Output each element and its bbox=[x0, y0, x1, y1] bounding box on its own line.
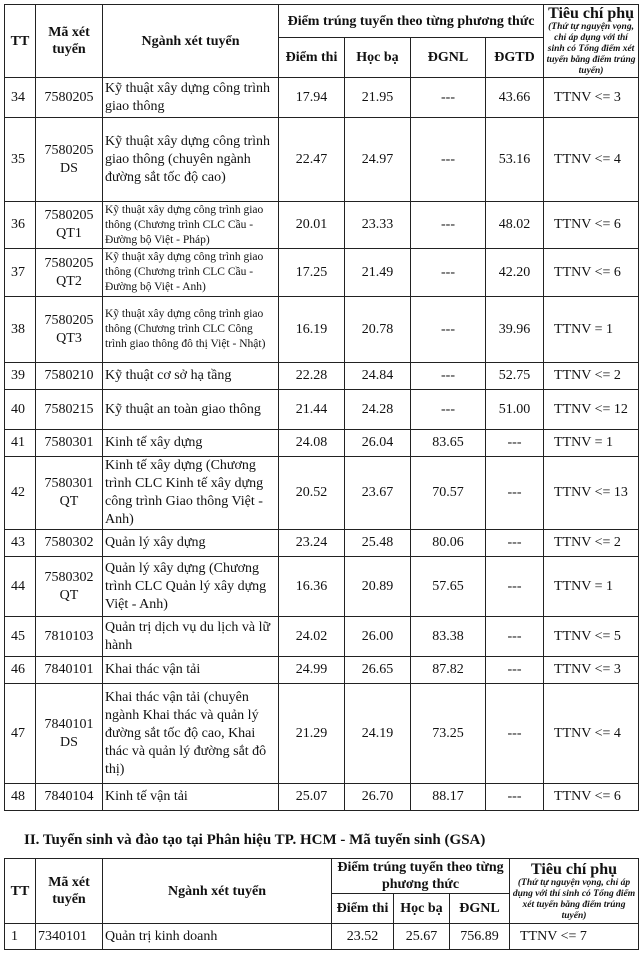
cell-exam: 23.52 bbox=[332, 924, 394, 950]
cell-major: Quản trị dịch vụ du lịch và lữ hành bbox=[103, 617, 279, 657]
header-dgtd: ĐGTD bbox=[486, 38, 544, 78]
table-row bbox=[5, 784, 639, 811]
cell-criteria: TTNV <= 3 bbox=[544, 657, 639, 684]
cell-dgtd: 42.20 bbox=[486, 249, 544, 297]
cell-dgtd: --- bbox=[486, 617, 544, 657]
table-row bbox=[5, 78, 639, 118]
cell-transcript: 26.70 bbox=[345, 784, 411, 811]
cell-tt: 41 bbox=[5, 430, 36, 457]
cell-major: Kỹ thuật cơ sở hạ tầng bbox=[103, 363, 279, 390]
cell-tt: 1 bbox=[5, 924, 36, 950]
header-tt: TT bbox=[5, 859, 36, 924]
hcm-branch-scores-table bbox=[4, 858, 639, 950]
cell-exam: 22.28 bbox=[279, 363, 345, 390]
cell-exam: 22.47 bbox=[279, 118, 345, 202]
cell-code: 7580205 QT2 bbox=[36, 249, 103, 297]
cell-transcript: 21.49 bbox=[345, 249, 411, 297]
cell-code: 7580205 QT1 bbox=[36, 202, 103, 249]
cell-dgnl: --- bbox=[411, 249, 486, 297]
cell-exam: 20.52 bbox=[279, 457, 345, 530]
cell-major: Kỹ thuật xây dựng công trình giao thông (Chương trình CLC Cầu - Đường bộ Việt - Anh) bbox=[103, 249, 279, 297]
cell-tt: 44 bbox=[5, 557, 36, 617]
cell-transcript: 24.28 bbox=[345, 390, 411, 430]
cell-criteria: TTNV <= 6 bbox=[544, 784, 639, 811]
cell-major: Kinh tế xây dựng bbox=[103, 430, 279, 457]
cell-tt: 47 bbox=[5, 684, 36, 784]
cell-transcript: 20.89 bbox=[345, 557, 411, 617]
cell-major: Quản lý xây dựng bbox=[103, 530, 279, 557]
cell-exam: 23.24 bbox=[279, 530, 345, 557]
table-row bbox=[5, 457, 639, 530]
cell-transcript: 24.84 bbox=[345, 363, 411, 390]
header-scores-group: Điểm trúng tuyển theo từng phương thức bbox=[332, 859, 510, 894]
header-tt: TT bbox=[5, 5, 36, 78]
cell-exam: 16.19 bbox=[279, 297, 345, 363]
cell-transcript: 20.78 bbox=[345, 297, 411, 363]
cell-transcript: 21.95 bbox=[345, 78, 411, 118]
header-major: Ngành xét tuyển bbox=[103, 859, 332, 924]
cell-transcript: 25.48 bbox=[345, 530, 411, 557]
cell-code: 7840101 DS bbox=[36, 684, 103, 784]
cell-code: 7580210 bbox=[36, 363, 103, 390]
cell-dgnl: 73.25 bbox=[411, 684, 486, 784]
cell-dgnl: --- bbox=[411, 78, 486, 118]
cell-transcript: 23.33 bbox=[345, 202, 411, 249]
header-dgnl: ĐGNL bbox=[411, 38, 486, 78]
cell-dgtd: 43.66 bbox=[486, 78, 544, 118]
cell-major: Kỹ thuật xây dựng công trình giao thông (chuyên ngành đường sắt tốc độ cao) bbox=[103, 118, 279, 202]
cell-criteria: TTNV <= 4 bbox=[544, 684, 639, 784]
cell-tt: 37 bbox=[5, 249, 36, 297]
table-row bbox=[5, 390, 639, 430]
table-row bbox=[5, 684, 639, 784]
header-exam: Điểm thi bbox=[332, 894, 394, 924]
cell-dgtd: --- bbox=[486, 430, 544, 457]
cell-tt: 38 bbox=[5, 297, 36, 363]
cell-dgnl: --- bbox=[411, 202, 486, 249]
cell-code: 7580301 QT bbox=[36, 457, 103, 530]
header-scores-group: Điểm trúng tuyển theo từng phương thức bbox=[279, 5, 544, 38]
cell-dgtd: --- bbox=[486, 530, 544, 557]
cell-major: Quản lý xây dựng (Chương trình CLC Quản lý xây dựng Việt - Anh) bbox=[103, 557, 279, 617]
header-criteria bbox=[510, 859, 639, 924]
header-transcript: Học bạ bbox=[394, 894, 450, 924]
cell-code: 7840104 bbox=[36, 784, 103, 811]
cell-dgtd: --- bbox=[486, 684, 544, 784]
cell-major: Kỹ thuật an toàn giao thông bbox=[103, 390, 279, 430]
cell-tt: 34 bbox=[5, 78, 36, 118]
cell-major: Khai thác vận tải bbox=[103, 657, 279, 684]
header-exam: Điểm thi bbox=[279, 38, 345, 78]
cell-dgnl: 83.65 bbox=[411, 430, 486, 457]
cell-dgnl: --- bbox=[411, 390, 486, 430]
cell-exam: 17.25 bbox=[279, 249, 345, 297]
table-row bbox=[5, 530, 639, 557]
cell-transcript: 24.97 bbox=[345, 118, 411, 202]
cell-criteria: TTNV <= 5 bbox=[544, 617, 639, 657]
cell-dgtd: --- bbox=[486, 657, 544, 684]
cell-criteria: TTNV = 1 bbox=[544, 557, 639, 617]
cell-dgtd: 39.96 bbox=[486, 297, 544, 363]
cell-tt: 35 bbox=[5, 118, 36, 202]
cell-tt: 40 bbox=[5, 390, 36, 430]
cell-criteria: TTNV <= 12 bbox=[544, 390, 639, 430]
cell-dgnl: 756.89 bbox=[450, 924, 510, 950]
cell-dgnl: 80.06 bbox=[411, 530, 486, 557]
cell-criteria: TTNV <= 13 bbox=[544, 457, 639, 530]
cell-exam: 24.99 bbox=[279, 657, 345, 684]
cell-dgtd: 51.00 bbox=[486, 390, 544, 430]
cell-tt: 46 bbox=[5, 657, 36, 684]
cell-exam: 25.07 bbox=[279, 784, 345, 811]
cell-transcript: 24.19 bbox=[345, 684, 411, 784]
cell-exam: 20.01 bbox=[279, 202, 345, 249]
cell-tt: 39 bbox=[5, 363, 36, 390]
criteria-title: Tiêu chí phụ bbox=[531, 860, 617, 878]
cell-code: 7580205 DS bbox=[36, 118, 103, 202]
cell-dgtd: 53.16 bbox=[486, 118, 544, 202]
cell-exam: 17.94 bbox=[279, 78, 345, 118]
cell-transcript: 26.04 bbox=[345, 430, 411, 457]
cell-code: 7810103 bbox=[36, 617, 103, 657]
cell-dgnl: 88.17 bbox=[411, 784, 486, 811]
cell-tt: 48 bbox=[5, 784, 36, 811]
cell-tt: 36 bbox=[5, 202, 36, 249]
cell-dgnl: 83.38 bbox=[411, 617, 486, 657]
cell-exam: 24.02 bbox=[279, 617, 345, 657]
cell-major: Kỹ thuật xây dựng công trình giao thông (Chương trình CLC Cầu - Đường bộ Việt - Pháp) bbox=[103, 202, 279, 249]
cell-criteria: TTNV <= 7 bbox=[510, 924, 639, 950]
table-row bbox=[5, 202, 639, 249]
cell-transcript: 25.67 bbox=[394, 924, 450, 950]
header-code: Mã xét tuyển bbox=[36, 5, 103, 78]
cell-criteria: TTNV = 1 bbox=[544, 297, 639, 363]
criteria-title: Tiêu chí phụ bbox=[548, 5, 635, 22]
cell-dgtd: --- bbox=[486, 457, 544, 530]
cell-transcript: 26.00 bbox=[345, 617, 411, 657]
cell-major: Kinh tế vận tải bbox=[103, 784, 279, 811]
header-code: Mã xét tuyển bbox=[36, 859, 103, 924]
table-row bbox=[5, 924, 639, 950]
cell-code: 7580302 bbox=[36, 530, 103, 557]
cell-exam: 21.44 bbox=[279, 390, 345, 430]
table-row bbox=[5, 617, 639, 657]
cell-major: Kỹ thuật xây dựng công trình giao thông (Chương trình CLC Công trình giao thông đô thị Việt - Nhật) bbox=[103, 297, 279, 363]
cell-dgnl: --- bbox=[411, 363, 486, 390]
header-transcript: Học bạ bbox=[345, 38, 411, 78]
cell-dgnl: 70.57 bbox=[411, 457, 486, 530]
cell-code: 7580205 QT3 bbox=[36, 297, 103, 363]
cell-dgnl: --- bbox=[411, 297, 486, 363]
section-2-title: II. Tuyển sinh và đào tạo tại Phân hiệu TP. HCM - Mã tuyển sinh (GSA) bbox=[24, 832, 486, 848]
cell-transcript: 26.65 bbox=[345, 657, 411, 684]
cell-criteria: TTNV <= 6 bbox=[544, 202, 639, 249]
cell-code: 7340101 bbox=[36, 924, 103, 950]
cell-dgtd: --- bbox=[486, 557, 544, 617]
cell-code: 7580205 bbox=[36, 78, 103, 118]
table-row bbox=[5, 363, 639, 390]
cell-exam: 21.29 bbox=[279, 684, 345, 784]
cell-criteria: TTNV <= 2 bbox=[544, 530, 639, 557]
cell-transcript: 23.67 bbox=[345, 457, 411, 530]
cell-criteria: TTNV <= 3 bbox=[544, 78, 639, 118]
cell-code: 7840101 bbox=[36, 657, 103, 684]
cell-major: Kinh tế xây dựng (Chương trình CLC Kinh tế xây dựng công trình Giao thông Việt - Anh) bbox=[103, 457, 279, 530]
cell-dgnl: --- bbox=[411, 118, 486, 202]
criteria-note: (Thứ tự nguyện vọng, chỉ áp dụng với thí sinh có Tổng điểm xét tuyển bằng điểm trúng tuyển) bbox=[512, 877, 636, 921]
header-major: Ngành xét tuyển bbox=[103, 5, 279, 78]
cell-code: 7580301 bbox=[36, 430, 103, 457]
cell-criteria: TTNV <= 2 bbox=[544, 363, 639, 390]
cell-code: 7580302 QT bbox=[36, 557, 103, 617]
admission-scores-table bbox=[4, 4, 639, 811]
table-row bbox=[5, 557, 639, 617]
cell-tt: 42 bbox=[5, 457, 36, 530]
cell-dgtd: --- bbox=[486, 784, 544, 811]
cell-dgnl: 57.65 bbox=[411, 557, 486, 617]
cell-dgtd: 48.02 bbox=[486, 202, 544, 249]
cell-criteria: TTNV <= 4 bbox=[544, 118, 639, 202]
criteria-note: (Thứ tự nguyện vọng, chỉ áp dụng với thí sinh có Tổng điểm xét tuyển bằng điểm trúng tuyển) bbox=[546, 22, 636, 76]
table-row bbox=[5, 430, 639, 457]
header-criteria bbox=[544, 5, 639, 78]
cell-code: 7580215 bbox=[36, 390, 103, 430]
cell-criteria: TTNV = 1 bbox=[544, 430, 639, 457]
table-row bbox=[5, 249, 639, 297]
cell-criteria: TTNV <= 6 bbox=[544, 249, 639, 297]
table-row bbox=[5, 657, 639, 684]
cell-tt: 43 bbox=[5, 530, 36, 557]
cell-tt: 45 bbox=[5, 617, 36, 657]
cell-dgnl: 87.82 bbox=[411, 657, 486, 684]
cell-major: Kỹ thuật xây dựng công trình giao thông bbox=[103, 78, 279, 118]
cell-dgtd: 52.75 bbox=[486, 363, 544, 390]
cell-exam: 16.36 bbox=[279, 557, 345, 617]
header-dgnl: ĐGNL bbox=[450, 894, 510, 924]
table-row bbox=[5, 118, 639, 202]
cell-major: Quản trị kinh doanh bbox=[103, 924, 332, 950]
cell-major: Khai thác vận tải (chuyên ngành Khai thác và quản lý đường sắt tốc độ cao, Khai thác và quản lý đường sắt đô thị) bbox=[103, 684, 279, 784]
cell-exam: 24.08 bbox=[279, 430, 345, 457]
table-row bbox=[5, 297, 639, 363]
